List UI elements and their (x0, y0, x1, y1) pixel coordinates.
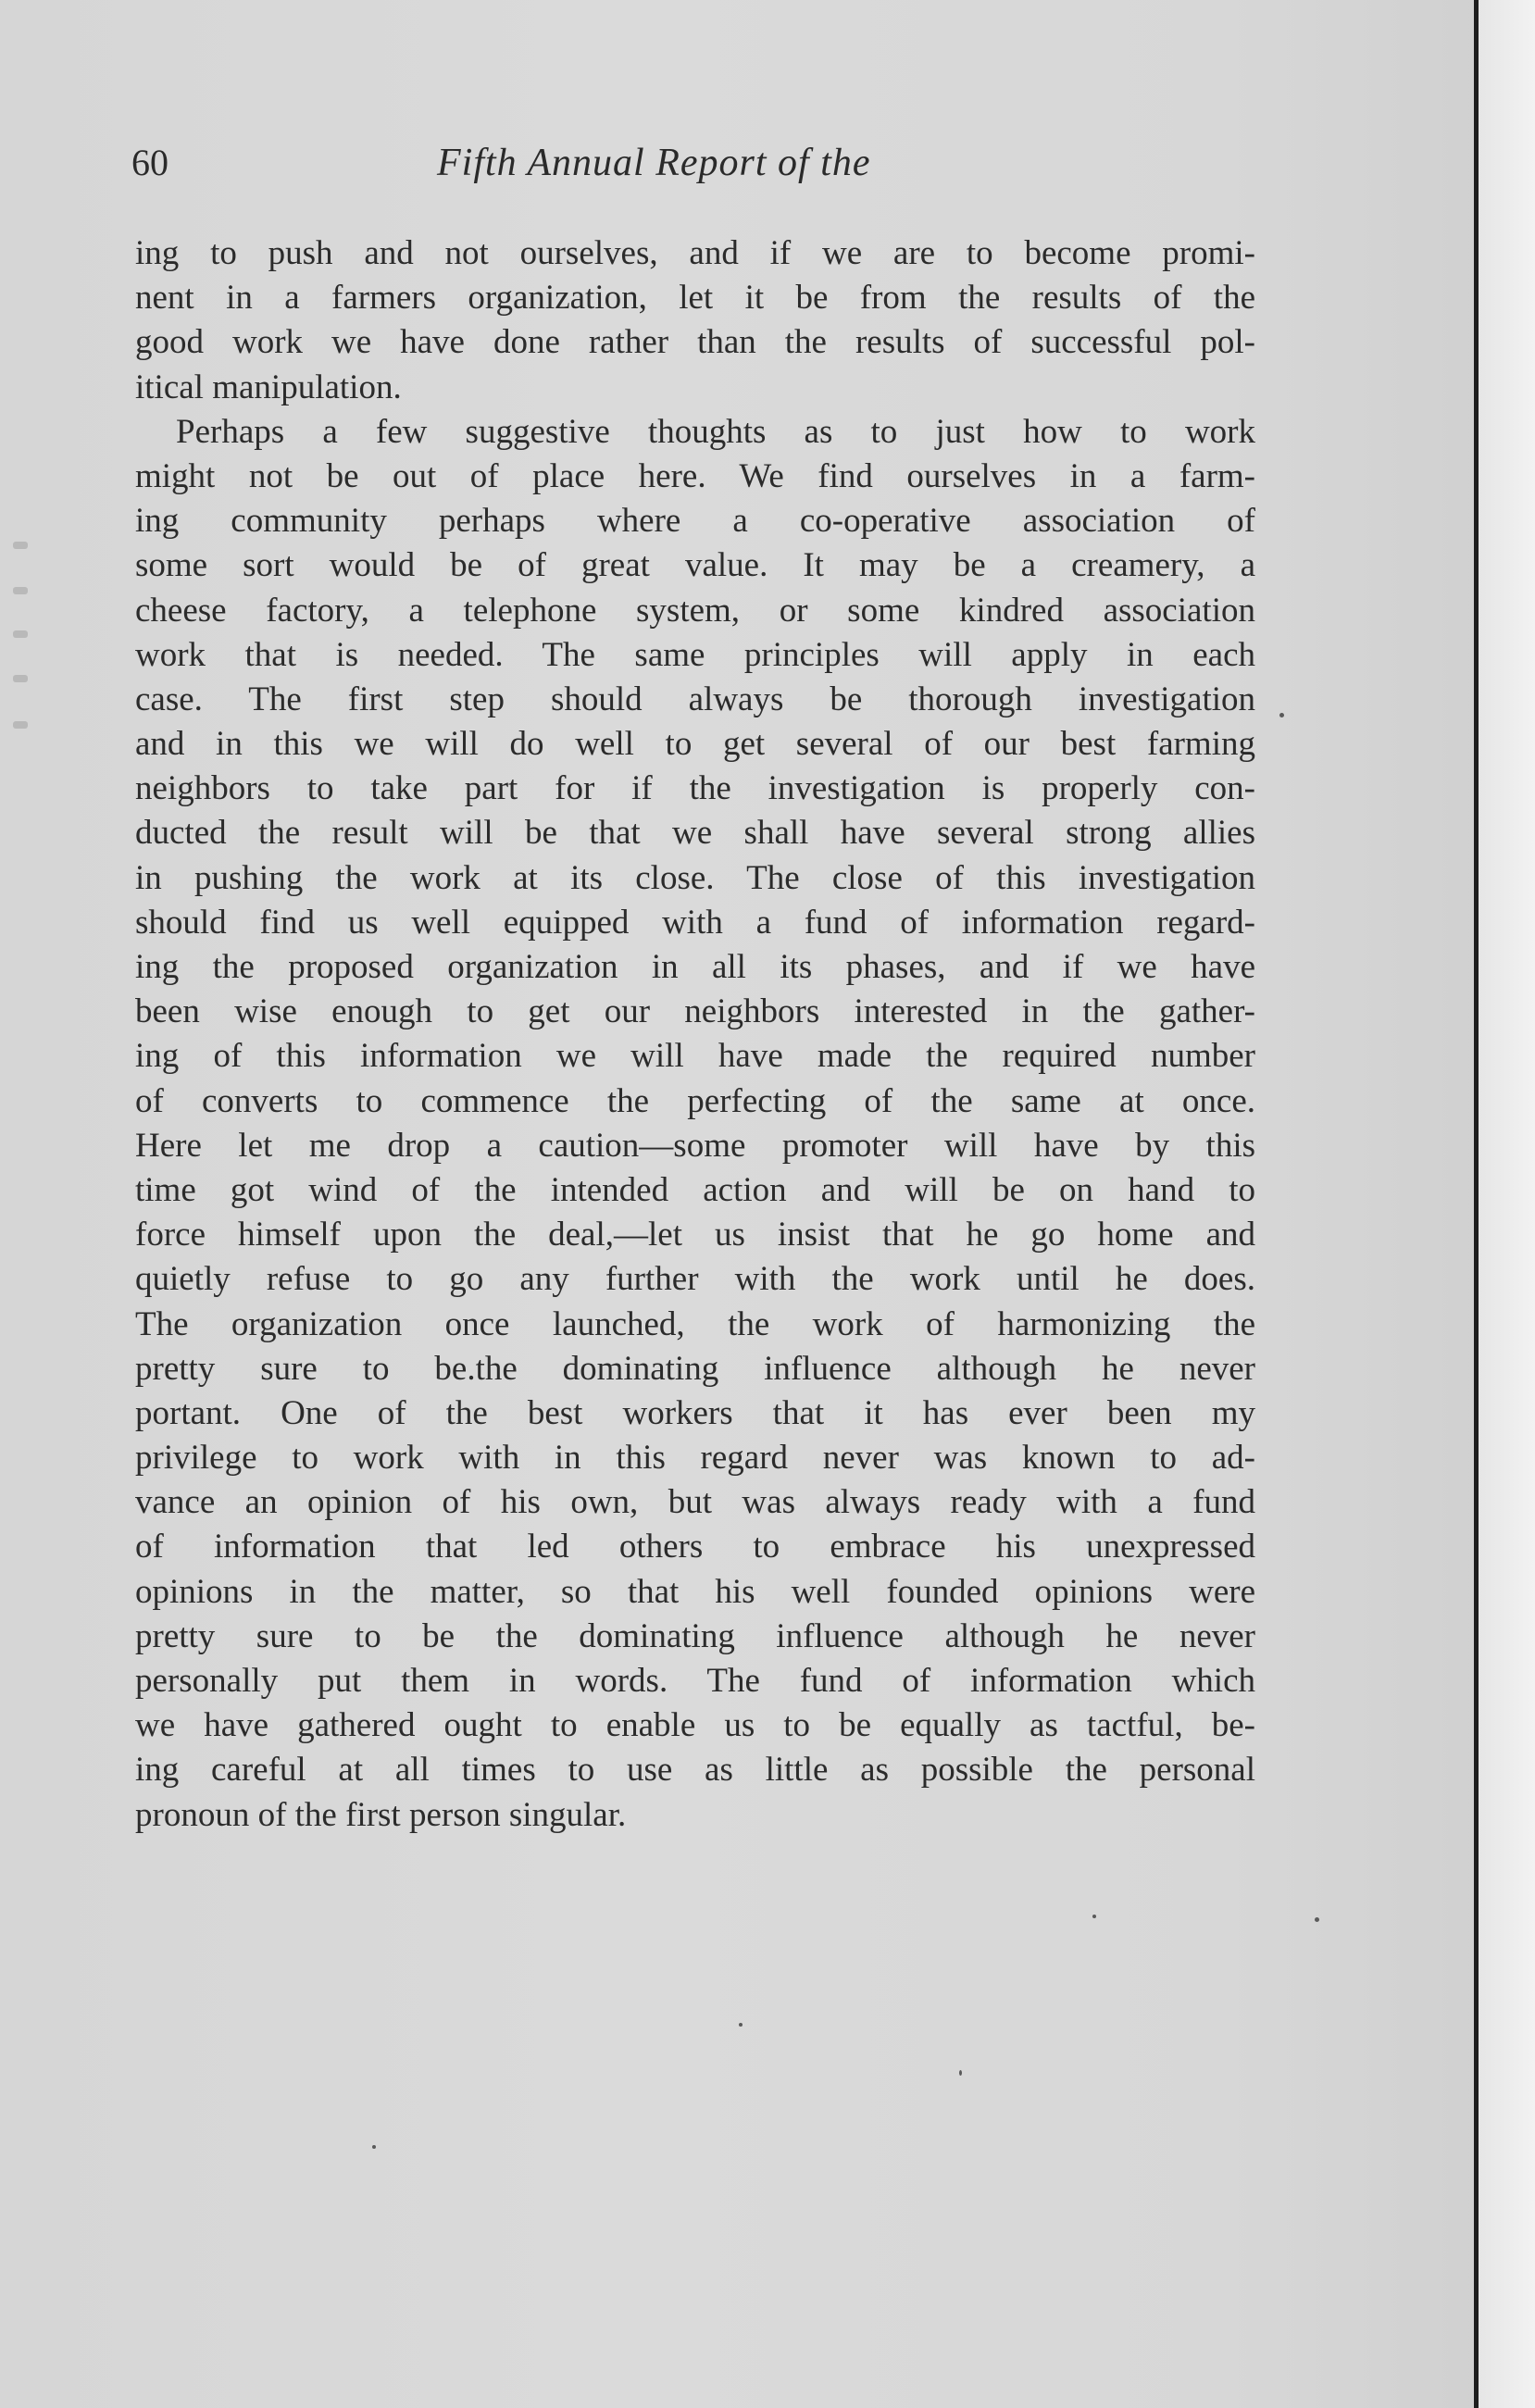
text-line: Here let me drop a caution—some promoter will have by this (135, 1126, 1255, 1165)
ink-speck (372, 2145, 376, 2149)
text-line: nent in a farmers organization, let it be from the results of the (135, 279, 1255, 318)
ink-speck (959, 2070, 962, 2076)
text-line: force himself upon the deal,—let us insist that he go home and (135, 1216, 1255, 1254)
text-line: ing the proposed organization in all its phases, and if we have (135, 948, 1255, 986)
running-title: Fifth Annual Report of the (437, 142, 871, 184)
text-line: ing careful at all times to use as little as possible the personal (135, 1751, 1255, 1790)
page-number: 60 (131, 142, 168, 183)
text-line: in pushing the work at its close. The close of this investigation (135, 858, 1255, 897)
text-line: been wise enough to get our neighbors interested in the gather- (135, 992, 1255, 1031)
margin-smudge (13, 542, 28, 549)
text-line: ing community perhaps where a co-operative association of (135, 502, 1255, 541)
margin-smudge (13, 721, 28, 729)
text-line: time got wind of the intended action and will be on hand to (135, 1170, 1255, 1209)
text-line: we have gathered ought to enable us to be equally as tactful, be- (135, 1706, 1255, 1745)
body-text (135, 231, 1255, 1838)
text-line: vance an opinion of his own, but was always ready with a fund (135, 1483, 1255, 1522)
text-line: Perhaps a few suggestive thoughts as to just how to work (176, 412, 1255, 451)
text-line: privilege to work with in this regard never was known to ad- (135, 1439, 1255, 1478)
text-line: of information that led others to embrace his unexpressed (135, 1528, 1255, 1566)
ink-speck (739, 2023, 743, 2027)
text-line: and in this we will do well to get several of our best farming (135, 725, 1255, 764)
text-line: ducted the result will be that we shall have several strong allies (135, 814, 1255, 853)
text-line: pretty sure to be the dominating influence although he never (135, 1616, 1255, 1655)
text-line: work that is needed. The same principles will apply in each (135, 635, 1255, 674)
ink-speck (1092, 1915, 1096, 1918)
text-line: opinions in the matter, so that his well founded opinions were (135, 1572, 1255, 1611)
text-line: neighbors to take part for if the investigation is properly con- (135, 769, 1255, 808)
text-line: portant. One of the best workers that it has ever been my (135, 1393, 1255, 1432)
text-line: The organization once launched, the work of harmonizing the (135, 1304, 1255, 1343)
text-line: might not be out of place here. We find ourselves in a farm- (135, 456, 1255, 495)
text-line: quietly refuse to go any further with the work until he does. (135, 1260, 1255, 1299)
margin-smudge (13, 587, 28, 594)
text-line: pretty sure to be.the dominating influence although he never (135, 1349, 1255, 1388)
text-line: some sort would be of great value. It may be a creamery, a (135, 546, 1255, 585)
text-line: should find us well equipped with a fund of information regard- (135, 903, 1255, 942)
text-line: pronoun of the first person singular. (135, 1795, 627, 1834)
text-line: itical manipulation. (135, 368, 402, 406)
text-line: ing of this information we will have made the required number (135, 1037, 1255, 1076)
text-line: of converts to commence the perfecting of the same at once. (135, 1081, 1255, 1120)
margin-smudge (13, 675, 28, 682)
margin-smudge (13, 630, 28, 638)
text-line: case. The first step should always be thorough investigation (135, 680, 1255, 718)
text-line: personally put them in words. The fund of information which (135, 1662, 1255, 1700)
text-line: ing to push and not ourselves, and if we are to become promi- (135, 234, 1255, 272)
ink-speck (1279, 713, 1284, 717)
text-line: good work we have done rather than the results of successful pol- (135, 323, 1255, 362)
text-line: cheese factory, a telephone system, or some kindred association (135, 591, 1255, 630)
ink-speck (1315, 1917, 1319, 1922)
page-header (131, 141, 1261, 196)
facing-page-edge (1479, 0, 1535, 2408)
